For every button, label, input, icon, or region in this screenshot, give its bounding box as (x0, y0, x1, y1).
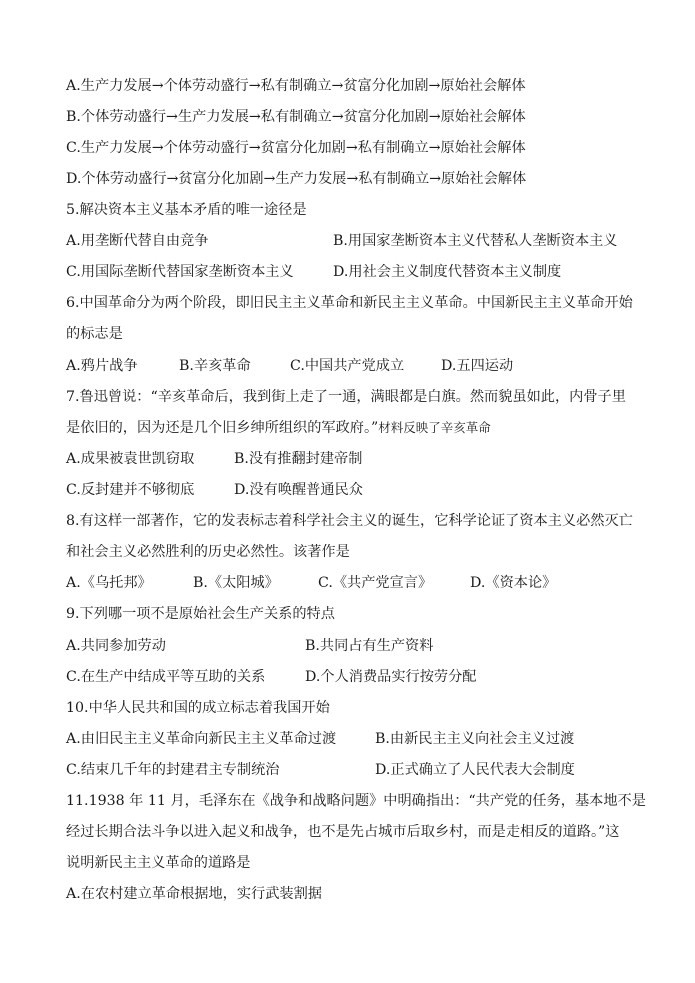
q7-option-a: A.成果被袁世凯窃取 (66, 451, 195, 467)
q6-stem-line1: 6.中国革命分为两个阶段，即旧民主主义革命和新民主主义革命。中国新民主主义革命开始 (66, 295, 633, 311)
q7-stem-line1: 7.鲁迅曾说：“辛亥革命后，我到街上走了一通，满眼都是白旗。然而貌虽如此，内骨子里 (66, 389, 626, 405)
q9-stem: 9.下列哪一项不是原始社会生产关系的特点 (66, 606, 335, 622)
q8-option-d: D.《资本论》 (470, 575, 557, 591)
q5-option-b: B.用国家垄断资本主义代替私人垄断资本主义 (333, 233, 618, 249)
q4-option-a: A.生产力发展→个体劳动盛行→私有制确立→贫富分化加剧→原始社会解体 (66, 78, 526, 94)
q4-option-b: B.个体劳动盛行→生产力发展→私有制确立→贫富分化加剧→原始社会解体 (66, 109, 526, 125)
q6-stem-line2: 的标志是 (66, 326, 123, 342)
q8-stem-line2: 和社会主义必然胜利的历史必然性。该著作是 (66, 544, 350, 560)
q11-stem-line1: 11.1938 年 11 月，毛泽东在《战争和战略问题》中明确指出：“共产党的任务，基本地不是 (66, 793, 646, 809)
q11-stem-line2: 经过长期合法斗争以进入起义和战争，也不是先占城市后取乡村，而是走相反的道路。”这 (66, 824, 620, 840)
q8-option-c: C.《共产党宣言》 (318, 575, 433, 591)
q11-stem-line3: 说明新民主主义革命的道路是 (66, 855, 251, 871)
q5-stem: 5.解决资本主义基本矛盾的唯一途径是 (66, 202, 307, 218)
q5-option-d: D.用社会主义制度代替资本主义制度 (333, 264, 562, 280)
q4-option-c: C.生产力发展→个体劳动盛行→贫富分化加剧→私有制确立→原始社会解体 (66, 140, 526, 156)
q6-option-b: B.辛亥革命 (179, 358, 251, 374)
q10-stem: 10.中华人民共和国的成立标志着我国开始 (66, 700, 330, 716)
q10-option-b: B.由新民主主义向社会主义过渡 (375, 731, 575, 747)
q6-option-a: A.鸦片战争 (66, 358, 138, 374)
q7-stem-note: 材料反映了辛亥革命 (378, 420, 491, 435)
q5-option-c: C.用国际垄断代替国家垄断资本主义 (66, 264, 294, 280)
q7-stem-line2 (66, 418, 491, 438)
q9-option-a: A.共同参加劳动 (66, 638, 166, 654)
q7-stem-text: 是依旧的，因为还是几个旧乡绅所组织的军政府。” (66, 420, 379, 436)
q8-option-b: B.《太阳城》 (193, 575, 279, 591)
q11-option-a: A.在农村建立革命根据地，实行武装割据 (66, 886, 322, 902)
q7-option-b: B.没有推翻封建帝制 (234, 451, 363, 467)
q6-option-d: D.五四运动 (441, 358, 514, 374)
q10-option-c: C.结束几千年的封建君主专制统治 (66, 762, 280, 778)
q10-option-a: A.由旧民主主义革命向新民主主义革命过渡 (66, 731, 337, 747)
q7-option-c: C.反封建并不够彻底 (66, 482, 195, 498)
q8-stem-line1: 8.有这样一部著作，它的发表标志着科学社会主义的诞生，它科学论证了资本主义必然灭亡 (66, 513, 633, 529)
q8-option-a: A.《乌托邦》 (66, 575, 152, 591)
q4-option-d: D.个体劳动盛行→贫富分化加剧→生产力发展→私有制确立→原始社会解体 (66, 171, 527, 187)
q7-option-d: D.没有唤醒普通民众 (234, 482, 363, 498)
q9-option-c: C.在生产中结成平等互助的关系 (66, 669, 266, 685)
q9-option-d: D.个人消费品实行按劳分配 (305, 669, 477, 685)
q5-option-a: A.用垄断代替自由竞争 (66, 233, 209, 249)
q6-option-c: C.中国共产党成立 (290, 358, 405, 374)
q10-option-d: D.正式确立了人民代表大会制度 (375, 762, 575, 778)
q9-option-b: B.共同占有生产资料 (305, 638, 434, 654)
